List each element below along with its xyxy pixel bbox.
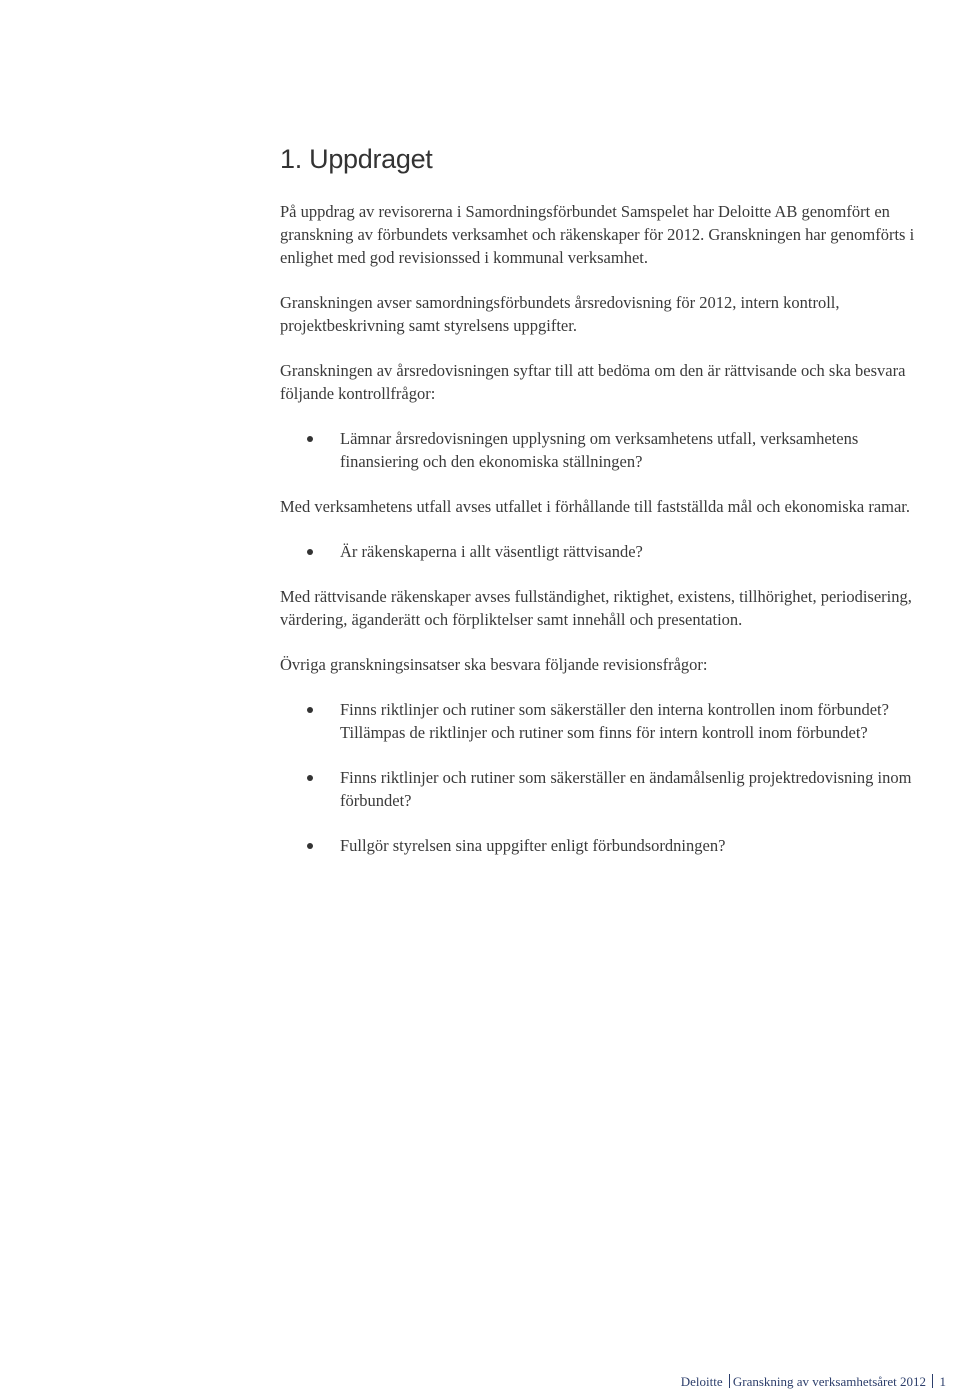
paragraph-other-reviews: Övriga granskningsinsatser ska besvara följande revisionsfrågor: [280, 655, 708, 674]
list-item-text: Finns riktlinjer och rutiner som säkerställer den interna kontrollen inom förbundet? Tillämpas de riktlinjer och rutiner som finns för intern kontroll inom förbundet? [340, 700, 889, 742]
paragraph-accounts-definition: Med rättvisande räkenskaper avses fullständighet, riktighet, existens, tillhörighet, periodisering, värdering, äganderätt och förpliktelser samt innehåll och presentation. [280, 587, 912, 629]
bullet-icon [307, 775, 313, 781]
paragraph-scope: Granskningen avser samordningsförbundets årsredovisning för 2012, intern kontroll, projektbeskrivning samt styrelsens uppgifter. [280, 293, 840, 335]
audit-questions-list [280, 698, 940, 857]
list-item [280, 540, 940, 563]
paragraph-outcome-definition: Med verksamhetens utfall avses utfallet i förhållande till fastställda mål och ekonomiska ramar. [280, 497, 911, 516]
main-content [280, 142, 940, 879]
list-item-text: Lämnar årsredovisningen upplysning om verksamhetens utfall, verksamhetens finansiering och den ekonomiska ställningen? [340, 429, 859, 471]
footer-company: Deloitte [680, 1374, 723, 1389]
bullet-icon [307, 707, 313, 713]
footer-separator [932, 1374, 933, 1388]
section-heading: 1. Uppdraget [280, 144, 433, 174]
accounts-question-list [280, 540, 940, 563]
page-footer [681, 1374, 946, 1390]
list-item-text: Fullgör styrelsen sina uppgifter enligt förbundsordningen? [340, 836, 726, 855]
list-item [280, 766, 940, 812]
list-item-text: Är räkenskaperna i allt väsentligt rättvisande? [340, 542, 643, 561]
bullet-icon [307, 436, 313, 442]
control-questions-list [280, 427, 940, 473]
list-item [280, 834, 940, 857]
list-item-text: Finns riktlinjer och rutiner som säkerställer en ändamålsenlig projektredovisning inom förbundet? [340, 768, 912, 810]
page-number: 1 [939, 1374, 946, 1389]
footer-separator [729, 1374, 730, 1388]
footer-title: Granskning av verksamhetsåret 2012 [732, 1374, 926, 1389]
list-item [280, 427, 940, 473]
paragraph-intro: På uppdrag av revisorerna i Samordningsförbundet Samspelet har Deloitte AB genomfört en granskning av förbundets verksamhet och räkenskaper för 2012. Granskningen har genomförts i enlighet med god revisionssed i kommunal verksamhet. [280, 202, 915, 267]
bullet-icon [307, 549, 313, 555]
paragraph-purpose: Granskningen av årsredovisningen syftar till att bedöma om den är rättvisande och ska besvara följande kontrollfrågor: [280, 361, 906, 403]
list-item [280, 698, 940, 744]
bullet-icon [307, 843, 313, 849]
